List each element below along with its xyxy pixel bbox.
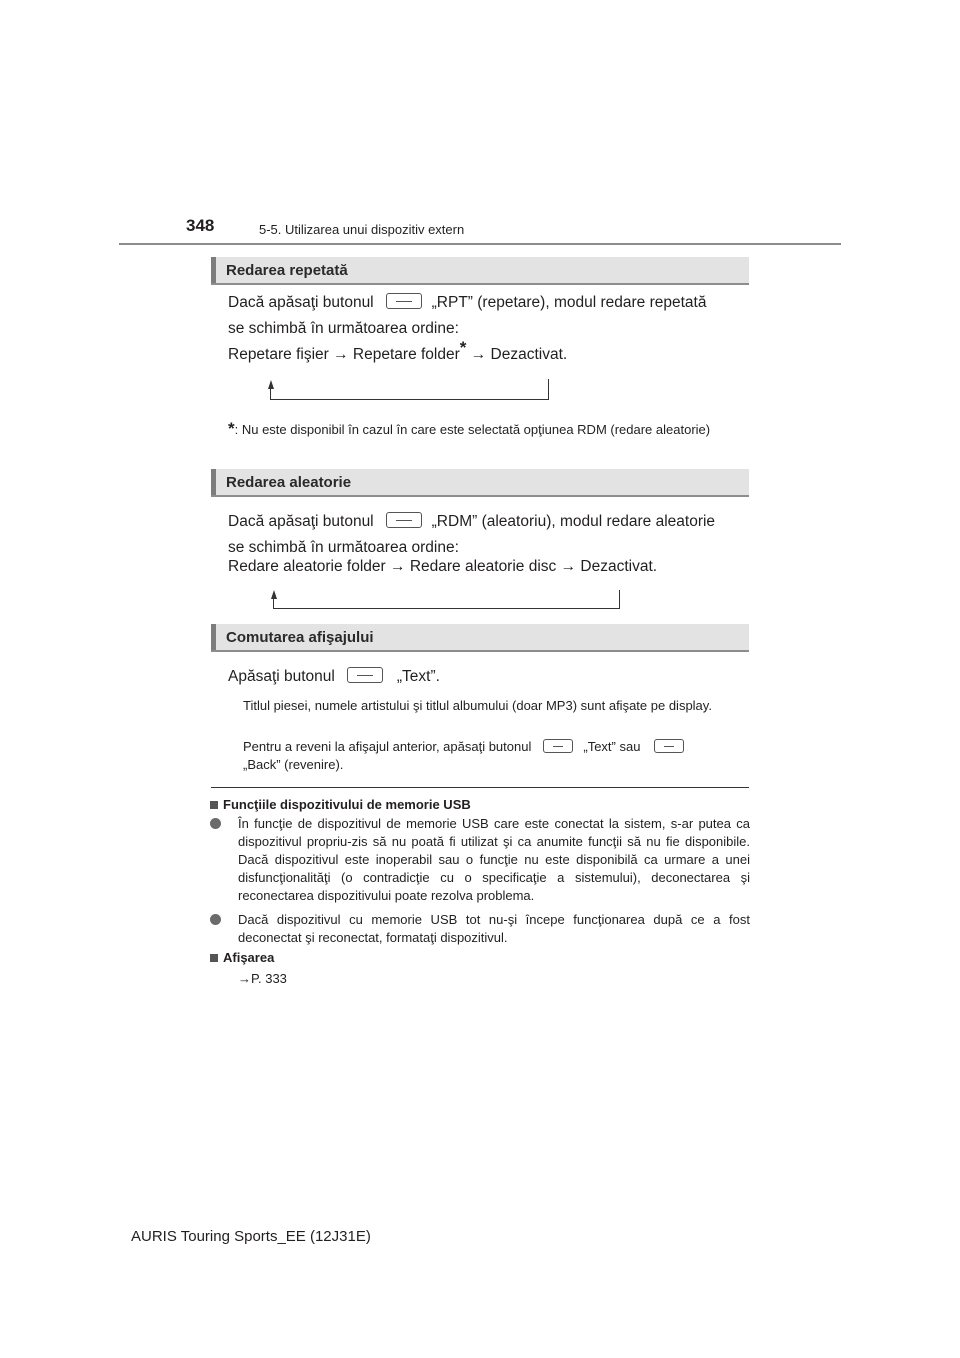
page-reference: →P. 333 (238, 971, 287, 986)
cycle-bottom-line (273, 608, 620, 609)
header-rule (119, 243, 841, 245)
random-line-1-after: „RDM” (aleatoriu), modul redare aleatorie (431, 513, 716, 530)
random-cycle (228, 558, 657, 576)
page-number: 348 (186, 216, 215, 235)
random-line-1 (228, 512, 715, 531)
cycle-right-line (619, 590, 620, 609)
usb-bullet-1-text: În funcţie de dispozitivul de memorie USB care este conectat la sistem, s-ar putea ca dispozitivul propriu-zis să nu poată fi utilizat şi ca anumite funcţii să nu fie disponibile. Dacă dispozitivul este inoperabil sau o funcţie nu este disponibilă ca urmare a unei disfuncţionalităţi (o contradicţie cu o specificaţie a sistemului), deconectarea şi reconectarea dispozitivului poate rezolva problema. (238, 816, 750, 903)
footnote-text: : Nu este disponibil în cazul în care este selectată opţiunea RDM (redare aleatorie) (234, 422, 711, 437)
random-cycle-b: Redare aleatorie disc (409, 558, 557, 575)
chapter-title: 5-5. Utilizarea unui dispozitiv extern (259, 222, 465, 237)
section-title-display: Comutarea afişajului (226, 629, 374, 646)
arrow-icon: → (560, 558, 577, 575)
random-cycle-a: Redare aleatorie folder (228, 558, 386, 575)
display-heading-text: Afişarea (223, 950, 275, 965)
display-line-1 (228, 667, 440, 686)
arrow-icon: → (470, 346, 487, 363)
section-title-repeat: Redarea repetată (226, 262, 348, 279)
section-title-random: Redarea aleatorie (226, 474, 352, 491)
random-line-2: se schimbă în următoarea ordine: (228, 539, 459, 556)
section-accent (211, 469, 216, 495)
footer-model: AURIS Touring Sports_EE (12J31E) (131, 1228, 371, 1245)
usb-heading-text: Funcţiile dispozitivului de memorie USB (223, 797, 471, 812)
usb-heading (210, 797, 471, 812)
display-sub-1: Titlul piesei, numele artistului şi titlul albumului (doar MP3) sunt afişate pe display. (243, 698, 712, 713)
repeat-footnote (228, 420, 746, 439)
section-accent (211, 257, 216, 283)
square-bullet-icon (210, 801, 218, 809)
repeat-cycle-c: Dezactivat. (490, 346, 568, 363)
usb-bullet-2-text: Dacă dispozitivul cu memorie USB tot nu-şi începe funcţionarea după ce a fost deconectat şi reconectat, formataţi dispozitivul. (238, 912, 750, 945)
display-sub-2 (243, 738, 748, 774)
footnote-star: * (228, 419, 235, 438)
repeat-cycle-b: Repetare folder (352, 346, 460, 363)
display-heading (210, 950, 274, 965)
cycle-left-line (270, 384, 271, 400)
cycle-left-line (273, 594, 274, 609)
rdm-button-icon (386, 512, 422, 528)
back-button-icon (654, 739, 684, 753)
footnote-star: * (459, 338, 467, 357)
repeat-line-1-after: „RPT” (repetare), modul redare repetată (431, 294, 707, 311)
text-button-icon (347, 667, 383, 683)
arrow-icon: → (390, 558, 406, 575)
usb-bullet-2 (210, 911, 750, 947)
rpt-button-icon (386, 293, 422, 309)
cycle-arrowhead (268, 380, 274, 389)
section-bar-repeat (211, 257, 749, 285)
cycle-right-line (548, 379, 549, 400)
arrow-icon: → (333, 346, 349, 363)
display-line-1-before: Apăsaţi butonul (228, 668, 335, 685)
random-line-1-before: Dacă apăsaţi butonul (228, 513, 374, 530)
round-bullet-icon (210, 818, 221, 829)
section-bar-random (211, 469, 749, 497)
repeat-line-1-before: Dacă apăsaţi butonul (228, 294, 374, 311)
display-sub-2-before: Pentru a reveni la afişajul anterior, apăsaţi butonul (243, 739, 532, 754)
repeat-line-1 (228, 293, 706, 312)
display-sub-2-middle: „Text” sau (583, 739, 641, 754)
usb-bullet-1 (210, 815, 750, 905)
display-sub-2-after: „Back” (revenire). (243, 757, 344, 772)
cycle-bottom-line (270, 399, 549, 400)
display-line-1-after: „Text”. (396, 668, 440, 685)
notes-divider (211, 787, 749, 788)
section-accent (211, 624, 216, 650)
random-cycle-c: Dezactivat. (580, 558, 658, 575)
square-bullet-icon (210, 954, 218, 962)
repeat-line-2: se schimbă în următoarea ordine: (228, 320, 459, 337)
repeat-cycle-a: Repetare fişier (228, 346, 329, 363)
text-button-icon (543, 739, 573, 753)
section-bar-display (211, 624, 749, 652)
repeat-cycle (228, 338, 568, 364)
round-bullet-icon (210, 914, 221, 925)
cycle-arrowhead (271, 590, 277, 599)
